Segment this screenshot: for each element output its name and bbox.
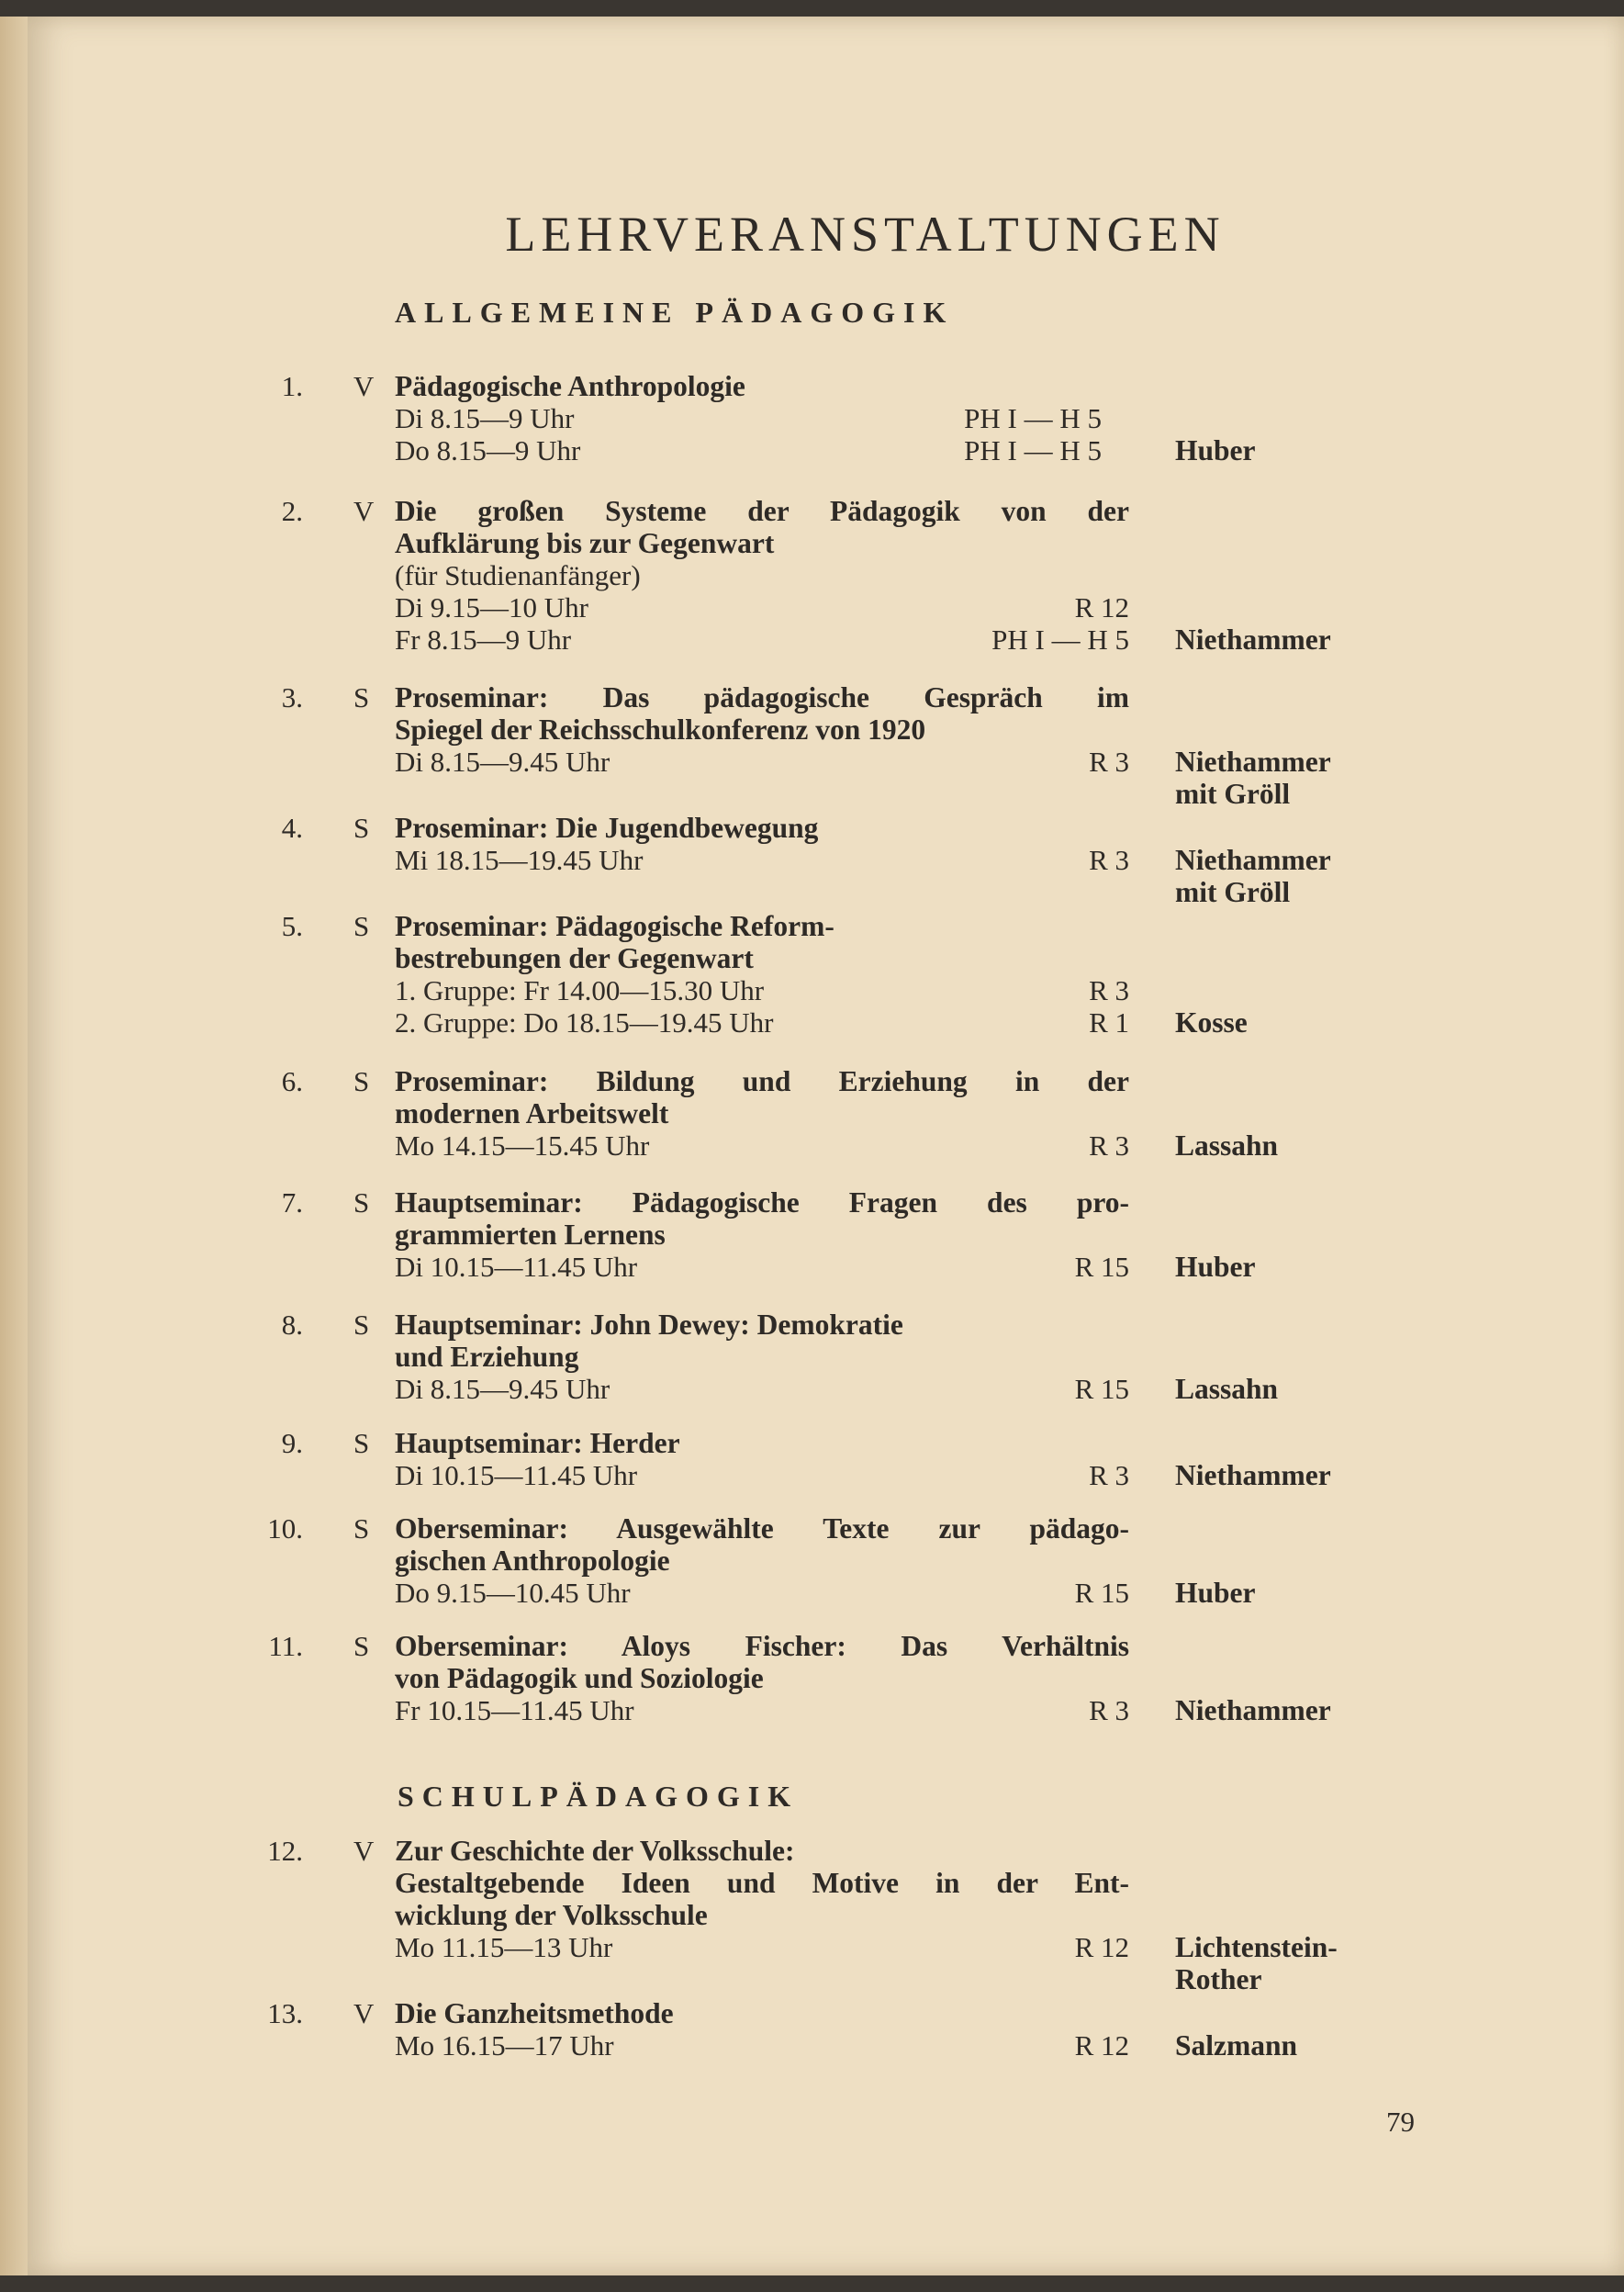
course-title-line: Oberseminar: Aloys Fischer: Das Verhältnis (395, 1630, 1129, 1662)
schedule-room: R 3 (1089, 1459, 1129, 1491)
course-title-line: Hauptseminar: John Dewey: Demokratie (395, 1309, 903, 1341)
lecturer-name: Lichtenstein- (1175, 1931, 1338, 1963)
schedule-room: R 3 (1089, 1129, 1129, 1162)
course-title-line: Spiegel der Reichsschulkonferenz von 1920 (395, 713, 926, 746)
course-number: 8. (281, 1309, 303, 1341)
schedule-row (395, 2029, 1129, 2062)
course-type: S (353, 1630, 370, 1662)
schedule-room: R 3 (1089, 844, 1129, 876)
schedule-row (395, 746, 1129, 778)
course-title-line: wicklung der Volksschule (395, 1899, 708, 1931)
lecturer-name: Huber (1175, 434, 1256, 466)
schedule-time: Mi 18.15—19.45 Uhr (395, 844, 644, 876)
schedule-row (395, 591, 1129, 624)
schedule-time: Do 9.15—10.45 Uhr (395, 1577, 631, 1609)
lecturer-name: Kosse (1175, 1006, 1248, 1039)
schedule-time: Do 8.15—9 Uhr (395, 434, 581, 466)
course-title-line: modernen Arbeitswelt (395, 1097, 669, 1129)
course-type: V (353, 1835, 375, 1867)
schedule-room: R 12 (1074, 591, 1129, 624)
course-title-line: Aufklärung bis zur Gegenwart (395, 527, 775, 559)
schedule-room: R 1 (1089, 1006, 1129, 1039)
course-title-line: Zur Geschichte der Volksschule: (395, 1835, 795, 1867)
course-type: S (353, 1427, 370, 1459)
schedule-row (395, 434, 1129, 466)
schedule-time: Di 10.15—11.45 Uhr (395, 1459, 638, 1491)
course-title-line: bestrebungen der Gegenwart (395, 942, 754, 974)
schedule-room: R 15 (1074, 1251, 1129, 1283)
schedule-room: R 15 (1074, 1577, 1129, 1609)
lecturer-name: Niethammer (1175, 746, 1331, 778)
course-title-line: Pädagogische Anthropologie (395, 370, 745, 402)
lecturer-name: Lassahn (1175, 1373, 1279, 1405)
course-type: S (353, 910, 370, 942)
schedule-row (395, 844, 1129, 876)
schedule-row (395, 1006, 1129, 1039)
schedule-row (395, 1373, 1129, 1405)
lecturer-name: Huber (1175, 1577, 1256, 1609)
schedule-time: Fr 10.15—11.45 Uhr (395, 1694, 634, 1726)
lecturer-name: Rother (1175, 1963, 1262, 1995)
section-heading-schulpaedagogik: SCHULPÄDAGOGIK (398, 1780, 800, 1813)
course-type: V (353, 1997, 375, 2029)
course-number: 2. (281, 495, 303, 527)
course-number: 12. (267, 1835, 303, 1867)
course-number: 13. (267, 1997, 303, 2029)
course-number: 9. (281, 1427, 303, 1459)
course-title-line: von Pädagogik und Soziologie (395, 1662, 764, 1694)
course-type: S (353, 1309, 370, 1341)
course-type: V (353, 370, 375, 402)
course-number: 6. (281, 1065, 303, 1097)
course-note: (für Studienanfänger) (395, 559, 641, 591)
schedule-row (395, 1251, 1129, 1283)
schedule-time: Mo 11.15—13 Uhr (395, 1931, 613, 1963)
document-page (28, 17, 1624, 2275)
schedule-room: R 3 (1089, 1694, 1129, 1726)
schedule-time: Fr 8.15—9 Uhr (395, 624, 572, 656)
schedule-room: PH I — H 5 (964, 434, 1102, 466)
lecturer-name: mit Gröll (1175, 778, 1291, 810)
course-number: 1. (281, 370, 303, 402)
course-title-line: Proseminar: Die Jugendbewegung (395, 812, 819, 844)
schedule-room: R 3 (1089, 746, 1129, 778)
schedule-row (395, 974, 1129, 1006)
schedule-row (395, 402, 1129, 434)
lecturer-name: Niethammer (1175, 624, 1331, 656)
schedule-row (395, 1694, 1129, 1726)
course-title-line: Hauptseminar: Herder (395, 1427, 680, 1459)
page-number: 79 (1386, 2106, 1415, 2138)
schedule-time: Di 9.15—10 Uhr (395, 591, 588, 624)
course-title-line: Proseminar: Pädagogische Reform- (395, 910, 834, 942)
schedule-row (395, 1129, 1129, 1162)
course-number: 11. (268, 1630, 303, 1662)
schedule-room: R 12 (1074, 2029, 1129, 2062)
course-title-line: Die Ganzheitsmethode (395, 1997, 674, 2029)
schedule-time: Mo 16.15—17 Uhr (395, 2029, 614, 2062)
schedule-time: Di 8.15—9 Uhr (395, 402, 575, 434)
course-title-line: gischen Anthropologie (395, 1545, 670, 1577)
lecturer-name: Lassahn (1175, 1129, 1279, 1162)
course-title-line: Hauptseminar: Pädagogische Fragen des pro- (395, 1186, 1129, 1219)
lecturer-name: Salzmann (1175, 2029, 1298, 2062)
course-title-line: grammierten Lernens (395, 1219, 666, 1251)
course-title-line: und Erziehung (395, 1341, 579, 1373)
course-type: S (353, 1065, 370, 1097)
schedule-time: Di 8.15—9.45 Uhr (395, 1373, 610, 1405)
schedule-row (395, 1931, 1129, 1963)
schedule-row (395, 624, 1129, 656)
course-title-line: Proseminar: Bildung und Erziehung in der (395, 1065, 1129, 1097)
course-type: S (353, 681, 370, 713)
page-title: LEHRVERANSTALTUNGEN (505, 207, 1226, 262)
lecturer-name: Niethammer (1175, 1459, 1331, 1491)
lecturer-name: mit Gröll (1175, 876, 1291, 908)
schedule-room: PH I — H 5 (991, 624, 1129, 656)
lecturer-name: Huber (1175, 1251, 1256, 1283)
course-title-line: Gestaltgebende Ideen und Motive in der Ent- (395, 1867, 1129, 1899)
lecturer-name: Niethammer (1175, 1694, 1331, 1726)
schedule-room: R 3 (1089, 974, 1129, 1006)
schedule-time: 1. Gruppe: Fr 14.00—15.30 Uhr (395, 974, 765, 1006)
course-type: S (353, 812, 370, 844)
schedule-time: Mo 14.15—15.45 Uhr (395, 1129, 650, 1162)
course-number: 10. (267, 1512, 303, 1545)
schedule-row (395, 1459, 1129, 1491)
course-number: 5. (281, 910, 303, 942)
schedule-time: Di 10.15—11.45 Uhr (395, 1251, 638, 1283)
course-number: 4. (281, 812, 303, 844)
course-title-line: Proseminar: Das pädagogische Gespräch im (395, 681, 1129, 713)
schedule-time: Di 8.15—9.45 Uhr (395, 746, 610, 778)
course-number: 3. (281, 681, 303, 713)
schedule-room: R 15 (1074, 1373, 1129, 1405)
course-type: S (353, 1512, 370, 1545)
course-title-line: Die großen Systeme der Pädagogik von der (395, 495, 1129, 527)
schedule-row (395, 1577, 1129, 1609)
schedule-time: 2. Gruppe: Do 18.15—19.45 Uhr (395, 1006, 774, 1039)
course-type: V (353, 495, 375, 527)
course-title-line: Oberseminar: Ausgewählte Texte zur pädago- (395, 1512, 1129, 1545)
lecturer-name: Niethammer (1175, 844, 1331, 876)
section-heading-allgemeine-paedagogik: ALLGEMEINE PÄDAGOGIK (395, 296, 955, 329)
schedule-room: PH I — H 5 (964, 402, 1102, 434)
course-number: 7. (281, 1186, 303, 1219)
course-type: S (353, 1186, 370, 1219)
schedule-room: R 12 (1074, 1931, 1129, 1963)
